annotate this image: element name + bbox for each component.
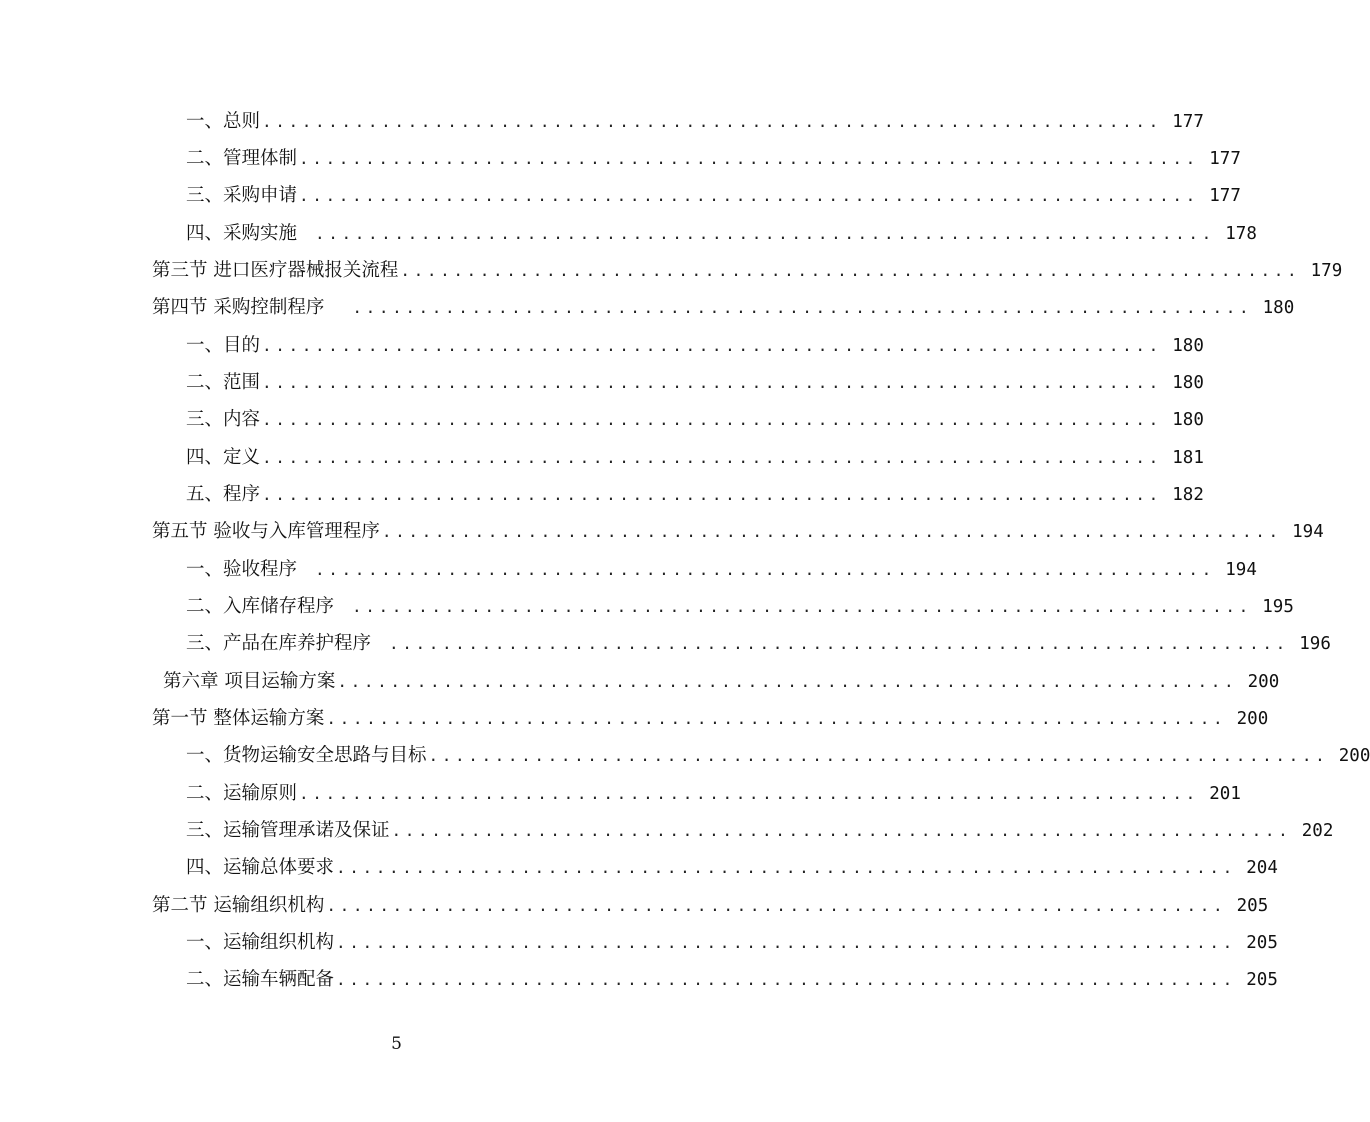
toc-entry-title: 一、总则 (186, 111, 261, 132)
toc-dot-leader: .................................................................... (262, 373, 1162, 392)
toc-entry-title: 第四节 采购控制程序 (152, 297, 325, 318)
toc-dot-leader: .................................................................... (262, 336, 1162, 355)
toc-entry[interactable] (0, 177, 1241, 207)
toc-page-number: 177 (1172, 112, 1204, 132)
toc-entry-title: 第三节 进口医疗器械报关流程 (152, 260, 399, 281)
toc-dot-leader: .................................................................... (352, 597, 1252, 616)
toc-entry-title: 三、内容 (186, 409, 261, 430)
toc-entry-title: 五、程序 (186, 484, 261, 505)
toc-entry-title: 二、入库储存程序 (186, 596, 335, 617)
toc-entry[interactable] (0, 849, 1278, 879)
toc-entry[interactable] (0, 588, 1294, 618)
toc-dot-leader: .................................................................... (337, 672, 1238, 691)
toc-dot-leader: .................................................................... (315, 560, 1215, 579)
toc-page-number: 202 (1301, 821, 1334, 841)
toc-dot-leader: .................................................................... (262, 448, 1162, 467)
toc-page-number: 178 (1225, 224, 1257, 244)
toc-entry[interactable] (0, 737, 1370, 767)
toc-entry-title: 三、采购申请 (186, 185, 298, 206)
toc-entry[interactable] (0, 215, 1257, 245)
toc-page-number: 200 (1247, 672, 1280, 692)
toc-entry-title: 第二节 运输组织机构 (152, 895, 325, 916)
toc-page-number: 180 (1172, 373, 1204, 393)
toc-entry-title: 二、运输车辆配备 (186, 969, 335, 990)
toc-dot-leader: .................................................................... (400, 261, 1301, 280)
toc-entry[interactable] (0, 812, 1334, 842)
toc-entry-title: 一、运输组织机构 (186, 932, 335, 953)
toc-entry-title: 三、运输管理承诺及保证 (186, 820, 390, 841)
toc-dot-leader: .................................................................... (262, 485, 1162, 504)
toc-entry-title: 二、范围 (186, 372, 261, 393)
toc-entry[interactable] (0, 140, 1241, 170)
toc-page-number: 180 (1172, 336, 1204, 356)
toc-page-number: 194 (1292, 522, 1324, 542)
toc-dot-leader: .................................................................... (299, 784, 1199, 803)
toc-entry-title: 二、管理体制 (186, 148, 298, 169)
toc-dot-leader: .................................................................... (315, 224, 1215, 243)
toc-entry-title: 二、运输原则 (186, 783, 298, 804)
toc-entry-title: 四、采购实施 (186, 223, 298, 244)
toc-entry-title: 三、产品在库养护程序 (186, 633, 372, 654)
toc-page-number: 180 (1262, 298, 1295, 318)
toc-dot-leader: .................................................................... (262, 112, 1162, 131)
toc-dot-leader: .................................................................... (391, 821, 1292, 840)
toc-dot-leader: .................................................................... (299, 149, 1199, 168)
toc-dot-leader: .................................................................... (352, 298, 1253, 317)
toc-dot-leader: .................................................................... (336, 933, 1236, 952)
toc-entry-title: 一、目的 (186, 335, 261, 356)
toc-dot-leader: .................................................................... (381, 522, 1282, 541)
toc-dot-leader: .................................................................... (326, 709, 1227, 728)
toc-entry[interactable] (0, 700, 1269, 730)
toc-dot-leader: .................................................................... (299, 186, 1199, 205)
toc-entry[interactable] (0, 551, 1257, 581)
toc-dot-leader: .................................................................... (389, 634, 1289, 653)
toc-entry-title: 四、运输总体要求 (186, 857, 335, 878)
toc-entry[interactable] (0, 103, 1204, 133)
toc-entry-title: 第一节 整体运输方案 (152, 708, 325, 729)
page-footer-number: 5 (391, 1034, 402, 1054)
toc-page-number: 205 (1236, 896, 1269, 916)
toc-dot-leader: .................................................................... (336, 970, 1236, 989)
toc-page-number: 200 (1236, 709, 1269, 729)
toc-entry-title: 第六章 项目运输方案 (163, 671, 336, 692)
toc-dot-leader: .................................................................... (336, 858, 1236, 877)
toc-entry[interactable] (0, 289, 1295, 319)
toc-entry[interactable] (0, 476, 1204, 506)
toc-page-number: 201 (1209, 784, 1241, 804)
toc-entry[interactable] (0, 327, 1204, 357)
toc-entry-title: 一、验收程序 (186, 559, 298, 580)
toc-page-number: 200 (1338, 746, 1370, 766)
toc-page-number: 196 (1299, 634, 1331, 654)
toc-page-number: 194 (1225, 560, 1257, 580)
toc-page-number: 177 (1209, 149, 1241, 169)
toc-entry[interactable] (0, 625, 1331, 655)
toc-entry[interactable] (0, 252, 1343, 282)
toc-entry[interactable] (0, 439, 1204, 469)
toc-dot-leader: .................................................................... (428, 746, 1329, 765)
toc-dot-leader: .................................................................... (262, 410, 1162, 429)
toc-entry-title: 一、货物运输安全思路与目标 (186, 745, 427, 766)
toc-entry[interactable] (0, 887, 1269, 917)
toc-page-number: 177 (1209, 186, 1241, 206)
toc-dot-leader: .................................................................... (326, 896, 1227, 915)
toc-entry-title: 第五节 验收与入库管理程序 (152, 521, 380, 542)
toc-page-number: 205 (1246, 933, 1278, 953)
toc-page-number: 181 (1172, 448, 1204, 468)
toc-entry[interactable] (0, 663, 1280, 693)
toc-entry[interactable] (0, 924, 1278, 954)
toc-page-number: 179 (1310, 261, 1343, 281)
toc-entry[interactable] (0, 513, 1324, 543)
toc-entry[interactable] (0, 364, 1204, 394)
toc-entry[interactable] (0, 775, 1241, 805)
toc-entry[interactable] (0, 401, 1204, 431)
toc-page-number: 195 (1262, 597, 1294, 617)
toc-page-number: 204 (1246, 858, 1278, 878)
toc-page-number: 180 (1172, 410, 1204, 430)
toc-page-number: 205 (1246, 970, 1278, 990)
toc-entry[interactable] (0, 961, 1278, 991)
toc-entry-title: 四、定义 (186, 447, 261, 468)
toc-page-number: 182 (1172, 485, 1204, 505)
